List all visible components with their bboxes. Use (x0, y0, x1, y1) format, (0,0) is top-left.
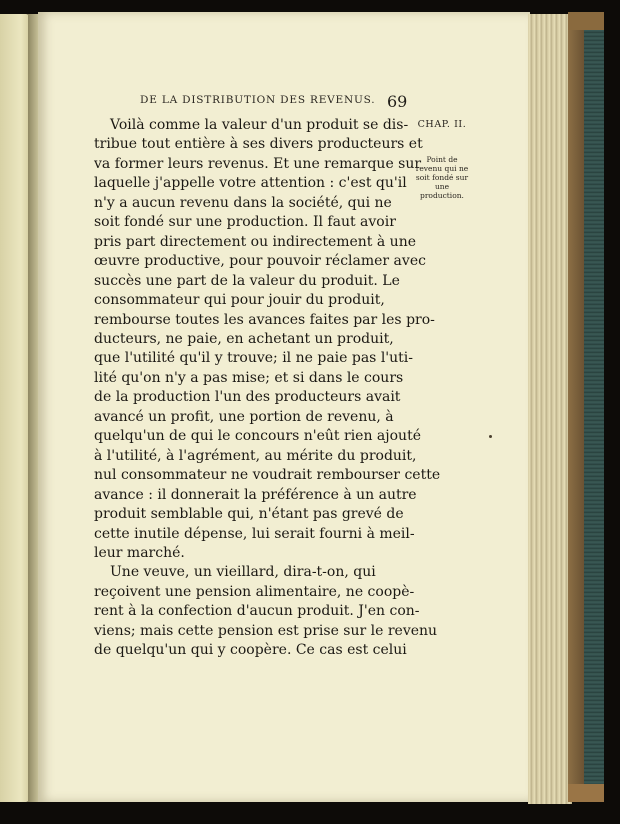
text-line (94, 116, 408, 135)
text-line (94, 135, 423, 154)
text-line-content: leur marché. (94, 544, 185, 561)
text-line (94, 155, 422, 174)
text-line (94, 583, 415, 602)
text-line-content: quelqu'un de qui le concours n'eût rien ajouté (94, 428, 421, 445)
chapter-label: CHAP. II. (417, 119, 467, 130)
text-line-content: n'y a aucun revenu dans la société, qui ne (94, 194, 392, 211)
text-line-content: rembourse toutes les avances faites par les pro- (94, 311, 435, 328)
text-line (94, 466, 441, 485)
text-line-content: ducteurs, ne paie, en achetant un produit, (94, 330, 394, 347)
text-line (94, 544, 408, 563)
text-line (94, 408, 408, 427)
running-header: DE LA DISTRIBUTION DES REVENUS. (140, 94, 376, 106)
text-line (94, 622, 438, 641)
text-line-content: nul consommateur ne voudrait rembourser cette (94, 467, 441, 484)
margin-notes (408, 120, 476, 200)
text-line (94, 349, 413, 368)
text-line (94, 330, 408, 349)
page-block-shadow (568, 26, 584, 796)
left-page-edge (0, 14, 30, 802)
margin-note-line: une (434, 182, 450, 191)
margin-note-line: revenu qui ne (415, 164, 469, 173)
text-line (94, 252, 426, 271)
text-line-content: Une veuve, un vieillard, dira-t-on, qui (110, 564, 376, 581)
text-line (94, 447, 417, 466)
text-line (94, 486, 417, 505)
text-line-content: va former leurs revenus. Et une remarque sur (94, 155, 422, 172)
text-line-content: avancé un profit, une portion de revenu, à (94, 408, 394, 425)
text-line (94, 369, 408, 388)
text-line-content: Voilà comme la valeur d'un produit se dis- (110, 117, 409, 133)
text-line (94, 213, 408, 232)
text-line-content: de quelqu'un qui y coopère. Ce cas est celui (94, 642, 407, 659)
text-line-content: avance : il donnerait la préférence à un autre (94, 486, 417, 503)
text-line-content: cette inutile dépense, lui serait fourni à meil- (94, 525, 415, 542)
text-line-content: de la production l'un des producteurs avait (94, 389, 401, 406)
text-line-content: consommateur qui pour jouir du produit, (94, 292, 385, 309)
margin-note-line: soit fondé sur (415, 173, 469, 182)
text-line (94, 641, 408, 660)
text-line (94, 194, 408, 213)
text-line (94, 602, 420, 621)
text-line (94, 233, 416, 252)
text-line-content: pris part directement ou indirectement à une (94, 233, 416, 250)
text-line-content: lité qu'on n'y a pas mise; et si dans le cours (94, 369, 404, 386)
page-number: 69 (387, 92, 408, 111)
text-line-content: soit fondé sur une production. Il faut avoir (94, 214, 396, 231)
text-line-content: que l'utilité qu'il y trouve; il ne paie pas l'uti- (94, 350, 413, 367)
text-line-content: rent à la confection d'aucun produit. J'en con- (94, 603, 420, 620)
text-line-content: reçoivent une pension alimentaire, ne coopè- (94, 583, 415, 600)
text-line (94, 174, 408, 193)
text-line (94, 563, 408, 582)
text-line (94, 525, 415, 544)
text-line (94, 311, 435, 330)
text-line-content: viens; mais cette pension est prise sur le revenu (94, 622, 438, 639)
text-line (94, 427, 421, 446)
text-line-content: tribue tout entière à ses divers producteurs et (94, 136, 423, 153)
cover-corner-top (568, 12, 604, 30)
text-line-content: œuvre productive, pour pouvoir réclamer avec (94, 253, 426, 270)
text-line (94, 388, 408, 407)
text-line (94, 272, 408, 291)
paper-speck (489, 435, 492, 438)
text-line-content: produit semblable qui, n'étant pas grevé de (94, 506, 404, 523)
text-line (94, 505, 408, 524)
margin-note-line: Point de (426, 155, 458, 164)
book-cover (584, 18, 604, 800)
text-line-content: succès une part de la valeur du produit. Le (94, 272, 400, 289)
page-block-edge (528, 14, 572, 804)
text-line-content: à l'utilité, à l'agrément, au mérite du produit, (94, 447, 417, 464)
body-text (94, 116, 441, 661)
text-line-content: laquelle j'appelle votre attention : c'est qu'il (94, 175, 407, 192)
margin-note-line: production. (420, 191, 464, 200)
text-line (94, 291, 408, 310)
cover-corner-bottom (568, 784, 604, 802)
